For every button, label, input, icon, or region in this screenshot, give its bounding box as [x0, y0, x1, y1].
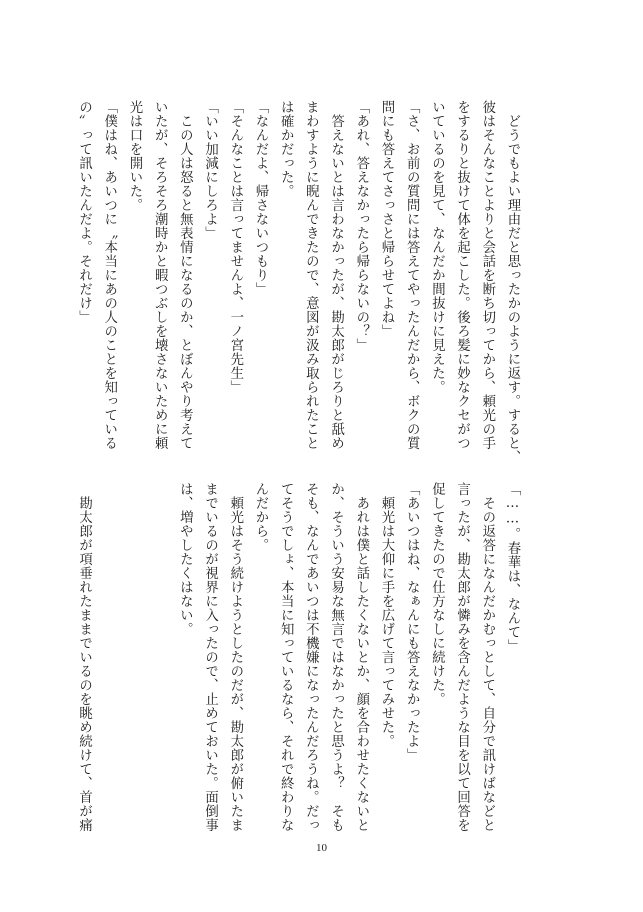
text-line: いているのを見て、なんだか間抜けに見えた。 [429, 100, 445, 394]
text-line: 言ったが、勘太郎が憐みを含んだような目を以て回答を [454, 482, 470, 832]
text-line [122, 482, 147, 842]
text-line: 「……。春華は、なんて」 [505, 482, 520, 654]
text-line: あれは僕と話したくないとか、顔を合わせたくないと [353, 482, 369, 832]
text-line: この人は怒ると無表情になるのか、とぼんやり考えて [177, 100, 193, 450]
text-line: 「さ、お前の質問には答えてやったんだから、ボクの質 [404, 100, 420, 450]
text-line: 問にも答えてさっさと帰らせてよね」 [378, 100, 394, 338]
text-line: 光は口を開いた。 [126, 100, 142, 212]
text-block-top [71, 100, 525, 464]
text-line: まわすように睨んできたので、意図が汲み取られたこと [303, 100, 319, 450]
text-line: 頼光はそう続けようとしたのだが、勘太郎が俯いたま [227, 482, 243, 832]
text-line: んだから。 [252, 482, 268, 552]
text-line: 彼はそんなことよりと会話を断ち切ってから、頼光の手 [479, 100, 495, 450]
text-line: てそうでしょ、本当に知っているなら、それで終わりな [278, 482, 294, 832]
text-line [147, 482, 172, 842]
text-line: 答えないとは言わなかったが、勘太郎がじろりと舐め [328, 100, 344, 450]
text-line: 頼光は大仰に手を広げて言ってみせた。 [378, 482, 394, 748]
text-line: までいるのが視界に入ったので、止めておいた。面倒事 [202, 482, 218, 832]
text-line: は確かだった。 [278, 100, 294, 198]
text-line: 「僕はね、あいつに〝本当にあの人のことを知っている [101, 100, 117, 450]
text-line: 「あいつはね、なぁんにも答えなかったよ」 [404, 482, 420, 762]
text-line: か、そういう安易な無言ではなかったと思うよ？ そも [328, 482, 344, 832]
text-line: そも、なんであいつは不機嫌になったんだろうね。だっ [303, 482, 319, 832]
text-line [97, 482, 122, 842]
text-line: どうでもよい理由だと思ったかのように返す。すると、 [505, 100, 520, 464]
text-line: 勘太郎が項垂れたままでいるのを眺め続けて、首が痛 [76, 482, 92, 832]
text-line: の〟って訊いたんだよ。それだけ」 [76, 100, 92, 324]
text-line: 「いい加減にしろよ」 [202, 100, 218, 240]
text-line: いたが、そろそろ潮時かと暇つぶしを壊さないために頼 [152, 100, 168, 450]
text-line: その返答になんだかむっとして、自分で訊けばなどと [479, 482, 495, 832]
text-line: 「なんだよ、帰さないつもり」 [252, 100, 268, 296]
text-block-bottom [71, 482, 525, 842]
text-line: 促してきたので仕方なしに続けた。 [429, 482, 445, 706]
text-line: 「あれ、答えなかったら帰らないの？」 [353, 100, 369, 352]
text-line: は、増やしたくはない。 [177, 482, 193, 636]
page-number: 10 [316, 842, 327, 854]
text-line: をするりと抜けて体を起こした。後ろ髪に妙なクセがつ [454, 100, 470, 450]
text-line: 「そんなことは言ってませんよ、一ノ宮先生」 [227, 100, 243, 394]
